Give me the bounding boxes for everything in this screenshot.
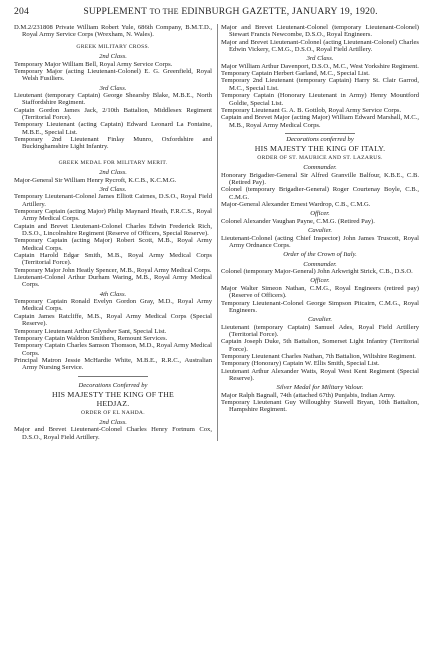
entry: Temporary Captain (acting Major) Robert Scott, M.B., Royal Army Medical Corps.	[14, 237, 212, 252]
page-title	[40, 6, 421, 17]
left-column	[14, 24, 212, 441]
class-heading: Officer.	[310, 210, 330, 218]
entry: D.M.2/231808 Private William Robert Yule, 686th Company, B.M.T.D., Royal Army Service Corps (Wrexham, N. Wales).	[14, 24, 212, 39]
entry: Lieutenant (temporary Captain) Samuel Ades, Royal Field Artillery (Territorial Force).	[221, 323, 419, 338]
class-heading: Officer.	[310, 277, 330, 285]
order-heading: Order of the Crown of Italy.	[283, 251, 357, 259]
class-heading: 3rd Class.	[99, 84, 127, 92]
entry: Temporary 2nd Lieutenant (temporary Captain) Harry St. Clair Garrod, M.C., Special List.	[221, 77, 419, 92]
entry: Lieutenant-Colonel (acting Chief Inspector) John James Truscott, Royal Army Ordnance Corps.	[221, 234, 419, 249]
class-heading: Cavalier.	[308, 316, 332, 324]
entry: Major and Brevet Lieutenant-Colonel (temporary Lieutenant-Colonel) Stewart Francis Newcombe, D.S.O., Royal Engineers.	[221, 24, 419, 39]
entry: Temporary Captain (Honorary Lieutenant in Army) Henry Mountford Goldie, Special List.	[221, 92, 419, 107]
entry: Captain and Brevet Major (acting Major) William Edward Marshall, M.C., M.B., Royal Army Medical Corps.	[221, 114, 419, 129]
entry: Temporary Lieutenant G. A. B. Gottlob, Royal Army Service Corps.	[221, 106, 402, 114]
entry: Temporary Lieutenant Guy Willoughby Stawell Bryan, 10th Battalion, Hampshire Regiment.	[221, 399, 419, 414]
title-start: SUPPLEMENT	[83, 6, 147, 17]
class-heading: Cavalier.	[308, 227, 332, 235]
entry: Major Walter Simeon Nathan, C.M.G., Royal Engineers (retired pay) (Reserve of Officers).	[221, 284, 419, 300]
title-end: EDINBURGH GAZETTE, JANUARY 19, 1920.	[181, 6, 378, 17]
sovereign-heading: HIS MAJESTY THE KING OF ITALY.	[254, 143, 386, 153]
entry: Colonel Alexander Vaughan Payne, C.M.G. (Retired Pay).	[221, 217, 375, 225]
entry: Lieutenant (temporary Captain) George Shearsby Blake, M.B.E., North Staffordshire Regiment.	[14, 91, 212, 107]
page-number: 204	[14, 6, 29, 17]
class-heading: Commander.	[303, 164, 337, 172]
column-divider	[217, 24, 218, 441]
sovereign-heading-cont: HEDJAZ.	[96, 398, 130, 408]
entry: Major Ralph Bagnall, 74th (attached 67th) Punjabis, Indian Army.	[221, 391, 396, 399]
entry: Major William Arthur Davenport, D.S.O., M.C., West Yorkshire Regiment.	[221, 62, 419, 70]
class-heading: 4th Class.	[99, 290, 127, 298]
entry: Temporary Captain Herbert Garland, M.C., Special List.	[221, 70, 370, 78]
entry: Temporary Major John Heatly Spencer, M.B., Royal Army Medical Corps.	[14, 266, 212, 274]
entry: Lieutenant-Colonel Arthur Durham Waring, M.B., Royal Army Medical Corps.	[14, 274, 212, 289]
section-rule	[78, 376, 148, 377]
class-heading: 2nd Class.	[99, 418, 127, 426]
entry: Temporary Lieutenant Charles Nathan, 7th Battalion, Wiltshire Regiment.	[221, 352, 417, 360]
entry: Temporary Lieutenant (acting Captain) Edward Leonard La Fontaine, M.B.E., Special List.	[14, 121, 212, 136]
sovereign-heading: HIS MAJESTY THE KING OF THE	[52, 389, 174, 399]
entry: Temporary Captain Charles Samson Thomson, M.D., Royal Army Medical Corps.	[14, 342, 212, 357]
title-to: TO THE	[149, 7, 179, 16]
entry: Captain and Brevet Lieutenant-Colonel Charles Edwin Frederick Rich, D.S.O., Lincolnshire Regiment (Reserve of Officers, Special Reserve).	[14, 222, 212, 237]
entry: Temporary Captain Ronald Evelyn Gordon Gray, M.D., Royal Army Medical Corps.	[14, 298, 212, 313]
entry: Temporary Lieutenant Arthur Glyndwr Sant, Special List.	[14, 327, 167, 335]
entry: Temporary Captain Waldron Smithers, Remount Services.	[14, 334, 168, 342]
class-heading: 2nd Class.	[99, 169, 127, 177]
class-heading: Commander.	[303, 260, 337, 268]
entry: Lieutenant Arthur Alexander Watts, Royal West Kent Regiment (Special Reserve).	[221, 367, 419, 382]
entry: Captain Joseph Duke, 5th Battalion, Somerset Light Infantry (Territorial Force).	[221, 338, 419, 353]
order-heading: ORDER OF ST. MAURICE AND ST. LAZARUS.	[257, 154, 383, 161]
entry: Principal Matron Jessie McHardie White, M.B.E., R.R.C., Australian Army Nursing Service.	[14, 356, 212, 372]
entry: Temporary 2nd Lieutenant Finlay Munro, Oxfordshire and Buckinghamshire Light Infantry.	[14, 136, 212, 151]
entry: Captain Gordon James Jack, 2/10th Battalion, Middlesex Regiment (Territorial Force).	[14, 106, 212, 121]
entry: Colonel (temporary Major-General) John Arkwright Strick, C.B., D.S.O.	[221, 268, 413, 276]
class-heading: Silver Medal for Military Valour.	[276, 384, 364, 392]
order-heading: ORDER OF EL NAHDA.	[81, 409, 145, 416]
entry: Colonel (temporary Brigadier-General) Roger Courtenay Boyle, C.B., C.M.G.	[221, 186, 419, 201]
page-header	[14, 6, 421, 20]
entry: Captain Harold Edgar Smith, M.B., Royal Army Medical Corps (Territorial Force).	[14, 252, 212, 267]
entry: Major-General Alexander Ernest Wardrop, C.B., C.M.G.	[221, 201, 371, 209]
decorations-heading: Decorations Conferred by	[78, 381, 148, 389]
entry: Temporary Lieutenant-Colonel James Elliott Cairnes, D.S.O., Royal Field Artillery.	[14, 193, 212, 208]
class-heading: 3rd Class.	[306, 55, 334, 63]
entry: Major-General Sir William Henry Rycroft, K.C.B., K.C.M.G.	[14, 176, 177, 184]
class-heading: 3rd Class.	[99, 185, 127, 193]
section-heading: GREEK MILITARY CROSS.	[76, 43, 150, 50]
entry: Temporary Major (acting Lieutenant-Colonel) E. G. Greenfield, Royal Welsh Fusiliers.	[14, 67, 212, 83]
right-column	[221, 24, 419, 441]
entry: Temporary Lieutenant-Colonel George Simpson Pitcairn, C.M.G., Royal Engineers.	[221, 299, 419, 314]
entry: Major and Brevet Lieutenant-Colonel Charles Henry Fortnum Cox, D.S.O., Royal Field Artillery.	[14, 426, 212, 441]
decorations-heading: Decorations conferred by	[286, 135, 354, 143]
entry: Temporary Major William Bell, Royal Army Service Corps.	[14, 60, 173, 68]
entry: Temporary (Honorary) Captain W. Ellis Smith, Special List.	[221, 360, 380, 368]
entry: Honorary Brigadier-General Sir Alfred Granville Balfour, K.B.E., C.B. (Retired Pay).	[221, 171, 419, 187]
entry: Temporary Captain (acting Major) Philip Maynard Heath, F.R.C.S., Royal Army Medical Corps.	[14, 207, 212, 223]
two-columns	[14, 24, 421, 441]
section-rule	[285, 133, 355, 134]
entry: Captain James Ratcliffe, M.B., Royal Army Medical Corps (Special Reserve).	[14, 312, 212, 328]
class-heading: 2nd Class.	[99, 53, 127, 61]
entry: Major and Brevet Lieutenant-Colonel (acting Lieutenant-Colonel) Charles Edwin Vickery, C.M.G., D.S.O., Royal Field Artillery.	[221, 38, 419, 54]
section-heading: GREEK MEDAL FOR MILITARY MERIT.	[58, 159, 168, 166]
